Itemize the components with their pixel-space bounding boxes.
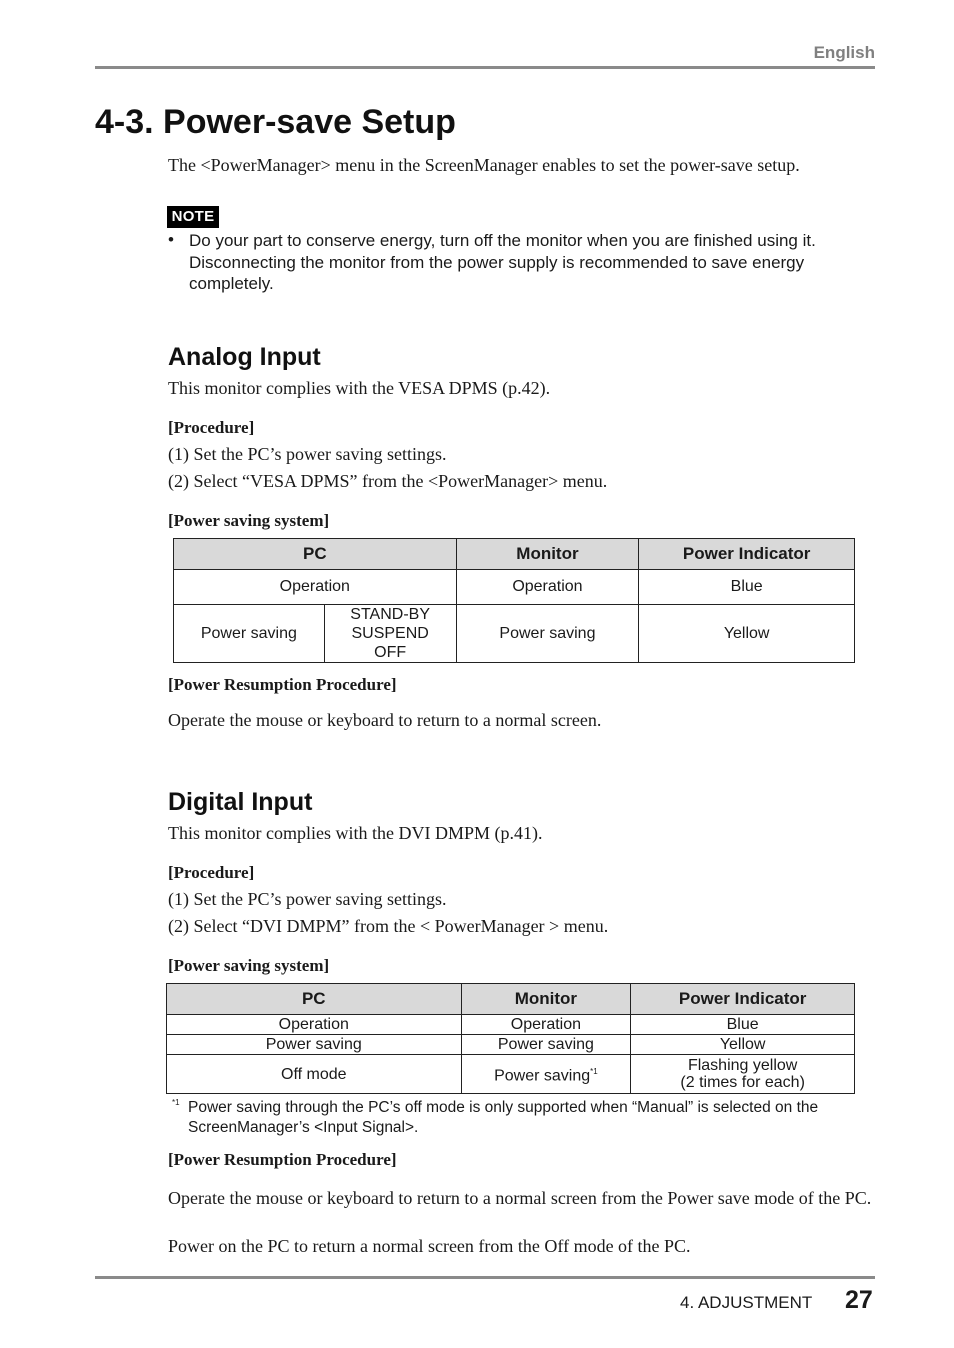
digital-step-1: (1) Set the PC’s power saving settings. bbox=[168, 889, 447, 909]
table-row bbox=[174, 605, 855, 663]
digital-resumption-label: [Power Resumption Procedure] bbox=[168, 1150, 397, 1169]
analog-power-table bbox=[173, 538, 855, 663]
page-number: 27 bbox=[845, 1286, 873, 1314]
analog-heading: Analog Input bbox=[168, 343, 321, 371]
analog-step-1: (1) Set the PC’s power saving settings. bbox=[168, 444, 447, 464]
digital-resumption-line-2: Power on the PC to return a normal screen from the Off mode of the PC. bbox=[168, 1236, 691, 1256]
analog-procedure-label: [Procedure] bbox=[168, 418, 255, 437]
header-indicator: Power Indicator bbox=[631, 984, 855, 1015]
analog-resumption-text: Operate the mouse or keyboard to return to a normal screen. bbox=[168, 710, 602, 730]
cell-pc: Operation bbox=[174, 570, 457, 605]
footnote-text: Power saving through the PC’s off mode is only supported when “Manual” is selected on the ScreenManager’s <Input Signal>. bbox=[188, 1099, 819, 1136]
mode-standby: STAND-BY bbox=[350, 606, 431, 623]
digital-resumption-line-1: Operate the mouse or keyboard to return to a normal screen from the Power save mode of the PC. bbox=[168, 1188, 872, 1208]
cell-modes bbox=[324, 605, 456, 663]
cell-indicator: Blue bbox=[639, 570, 855, 605]
footer-divider bbox=[95, 1276, 875, 1279]
analog-resumption-label: [Power Resumption Procedure] bbox=[168, 675, 397, 694]
chapter-label: 4. ADJUSTMENT bbox=[680, 1293, 813, 1312]
analog-step-2: (2) Select “VESA DPMS” from the <PowerManager> menu. bbox=[168, 471, 608, 491]
cell-indicator: Blue bbox=[631, 1015, 855, 1035]
analog-system-label: [Power saving system] bbox=[168, 511, 330, 530]
table-row bbox=[174, 570, 855, 605]
cell-pc: Operation bbox=[167, 1015, 462, 1035]
language-label: English bbox=[813, 43, 875, 62]
cell-monitor: Operation bbox=[461, 1015, 631, 1035]
header-pc: PC bbox=[167, 984, 462, 1015]
header-divider bbox=[95, 66, 875, 69]
digital-system-label: [Power saving system] bbox=[168, 956, 330, 975]
cell-monitor: Operation bbox=[456, 570, 639, 605]
cell-pc: Power saving bbox=[174, 605, 325, 663]
digital-heading: Digital Input bbox=[168, 788, 313, 816]
cell-monitor-text: Power saving bbox=[494, 1067, 591, 1085]
table-header-row bbox=[174, 539, 855, 570]
table-header-row bbox=[167, 984, 855, 1015]
digital-step-2: (2) Select “DVI DMPM” from the < PowerManager > menu. bbox=[168, 916, 609, 936]
note-badge: NOTE bbox=[167, 206, 219, 228]
indicator-line-1: Flashing yellow bbox=[687, 1057, 798, 1074]
cell-indicator: Yellow bbox=[631, 1035, 855, 1055]
cell-indicator: Yellow bbox=[639, 605, 855, 663]
header-pc: PC bbox=[174, 539, 457, 570]
digital-power-table bbox=[166, 983, 855, 1094]
mode-suspend: SUSPEND bbox=[351, 625, 429, 642]
footnote-mark: *1 bbox=[172, 1098, 180, 1107]
indicator-line-2: (2 times for each) bbox=[680, 1074, 805, 1091]
header-monitor: Monitor bbox=[461, 984, 631, 1015]
table-row bbox=[167, 1055, 855, 1094]
digital-complies: This monitor complies with the DVI DMPM (p.41). bbox=[168, 823, 543, 843]
table-row bbox=[167, 1035, 855, 1055]
footnote-ref: *1 bbox=[590, 1067, 598, 1077]
cell-pc: Off mode bbox=[167, 1055, 462, 1094]
page-title: 4-3. Power-save Setup bbox=[95, 103, 456, 141]
header-indicator: Power Indicator bbox=[639, 539, 855, 570]
cell-indicator bbox=[631, 1055, 855, 1094]
intro-text: The <PowerManager> menu in the ScreenManager enables to set the power-save setup. bbox=[168, 155, 800, 175]
bullet-icon: • bbox=[168, 230, 174, 249]
cell-monitor: Power saving bbox=[456, 605, 639, 663]
digital-procedure-label: [Procedure] bbox=[168, 863, 255, 882]
mode-off: OFF bbox=[374, 644, 407, 661]
cell-monitor: Power saving bbox=[461, 1035, 631, 1055]
note-text: Do your part to conserve energy, turn off the monitor when you are finished using it. Disconnecting the monitor from the power supply is recommended to save energy completely. bbox=[189, 231, 816, 293]
header-monitor: Monitor bbox=[456, 539, 639, 570]
table-row bbox=[167, 1015, 855, 1035]
analog-complies: This monitor complies with the VESA DPMS (p.42). bbox=[168, 378, 551, 398]
cell-monitor bbox=[461, 1055, 631, 1094]
cell-pc: Power saving bbox=[167, 1035, 462, 1055]
